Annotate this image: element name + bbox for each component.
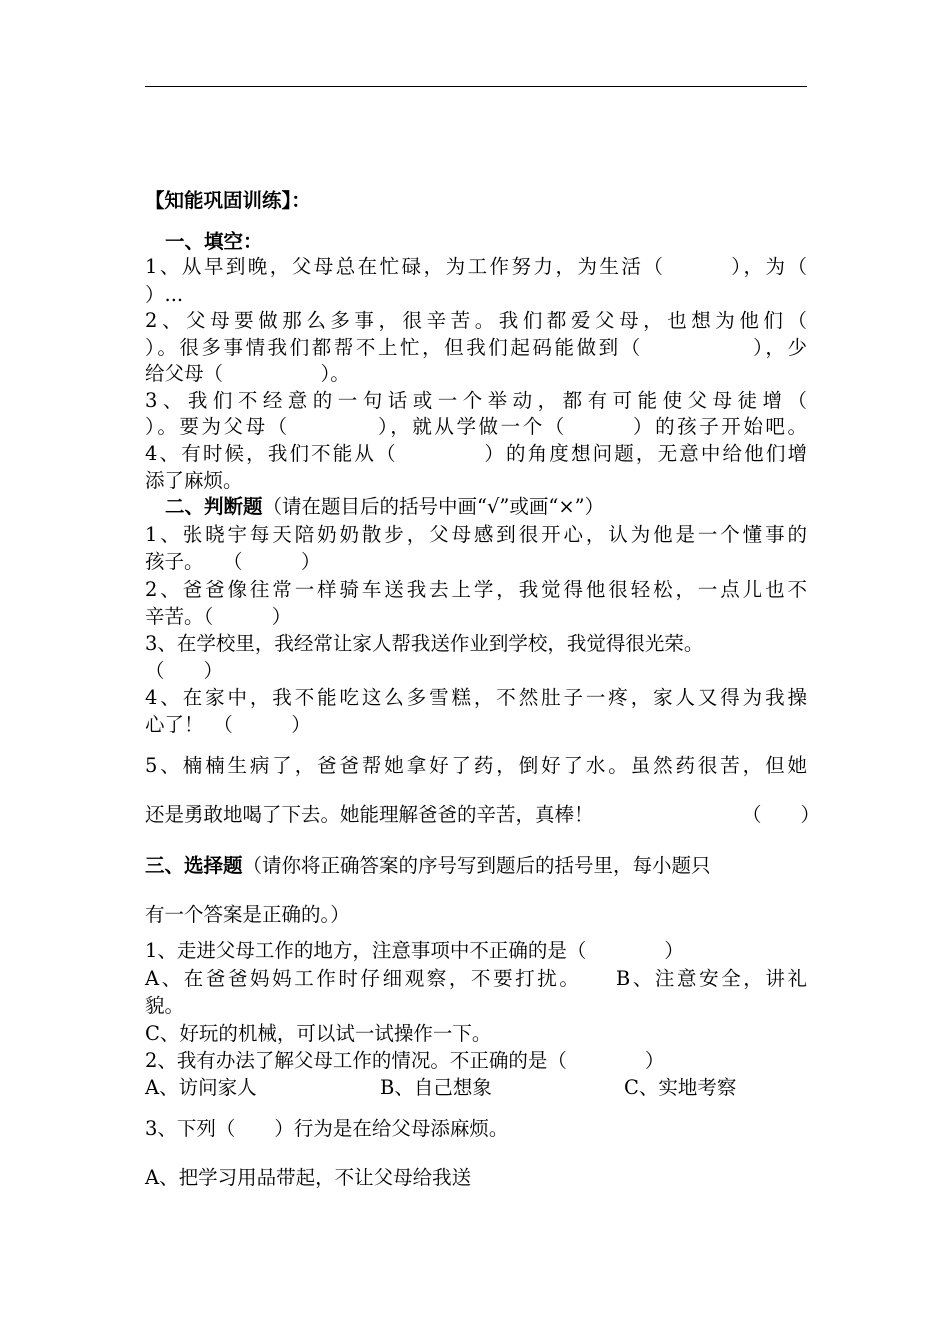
part2-line: 1、张晓宇每天陪奶奶散步，父母感到很开心，认为他是一个懂事的 bbox=[145, 523, 807, 546]
part3-instruction: （请你将正确答案的序号写到题后的括号里，每小题只 bbox=[242, 854, 711, 877]
part3-line: A、在爸爸妈妈工作时仔细观察，不要打扰。 B、注意安全，讲礼 bbox=[145, 967, 807, 990]
part3-instruction-cont: 有一个答案是正确的。） bbox=[145, 903, 350, 926]
option-b: B、自己想象 bbox=[380, 1076, 492, 1099]
part2-line: 2、爸爸像往常一样骑车送我去上学，我觉得他很轻松，一点儿也不 bbox=[145, 578, 807, 601]
part2-line: 4、在家中，我不能吃这么多雪糕，不然肚子一疼，家人又得为我操 bbox=[145, 686, 807, 709]
part3-line: 3、下列（ ）行为是在给父母添麻烦。 bbox=[145, 1117, 509, 1140]
part3-heading: 三、选择题 bbox=[145, 854, 243, 877]
answer-bracket: （ ） bbox=[742, 803, 821, 826]
part1-line: ）。很多事情我们都帮不上忙，但我们起码能做到（ ），少 bbox=[145, 336, 807, 359]
part3-line: 2、我有办法了解父母工作的情况。不正确的是（ ） bbox=[145, 1049, 665, 1072]
part1-line: 添了麻烦。 bbox=[145, 469, 243, 492]
part1-line: 1、从早到晚，父母总在忙碌，为工作努力，为生活（ ），为（ bbox=[145, 255, 807, 278]
part2-line: 5、楠楠生病了，爸爸帮她拿好了药，倒好了水。虽然药很苦，但她 bbox=[145, 754, 807, 777]
part3-line: 1、走进父母工作的地方，注意事项中不正确的是（ ） bbox=[145, 939, 684, 962]
part1-line: ）... bbox=[145, 283, 184, 306]
part3-line: 貌。 bbox=[145, 994, 185, 1017]
part2-line: （ ） bbox=[145, 659, 224, 682]
part2-heading-row bbox=[165, 494, 604, 520]
part1-line: 4、有时候，我们不能从（ ）的角度想问题，无意中给他们增 bbox=[145, 442, 807, 465]
header-rule bbox=[145, 86, 807, 87]
section-title: 【知能巩固训练】： bbox=[145, 189, 311, 212]
part3-line: C、好玩的机械，可以试一试操作一下。 bbox=[145, 1022, 492, 1045]
part2-instruction: （请在题目后的括号中画“√”或画“×”） bbox=[262, 495, 605, 518]
part2-line: 辛苦。（ ） bbox=[145, 605, 292, 628]
part2-line: 3、在学校里，我经常让家人帮我送作业到学校，我觉得很光荣。 bbox=[145, 632, 704, 655]
part1-line: 给父母（ ）。 bbox=[145, 362, 350, 385]
part2-heading: 二、判断题 bbox=[165, 495, 263, 518]
part2-line: 孩子。 （ ） bbox=[145, 550, 321, 573]
part2-line: 还是勇敢地喝了下去。她能理解爸爸的辛苦，真棒！ bbox=[145, 803, 594, 826]
option-a: A、访问家人 bbox=[145, 1076, 257, 1099]
part3-line: A、把学习用品带起，不让父母给我送 bbox=[145, 1166, 472, 1189]
option-c: C、实地考察 bbox=[624, 1076, 737, 1099]
part2-line: 心了！ （ ） bbox=[145, 713, 311, 736]
part1-line: 2、父母要做那么多事，很辛苦。我们都爱父母，也想为他们（ bbox=[145, 309, 807, 332]
part1-heading: 一、填空： bbox=[165, 230, 263, 253]
part1-line: 3、我们不经意的一句话或一个举动，都有可能使父母徒增（ bbox=[145, 389, 807, 412]
part1-line: ）。要为父母（ ），就从学做一个（ ）的孩子开始吧。 bbox=[145, 415, 807, 438]
part3-heading-row bbox=[145, 853, 711, 879]
